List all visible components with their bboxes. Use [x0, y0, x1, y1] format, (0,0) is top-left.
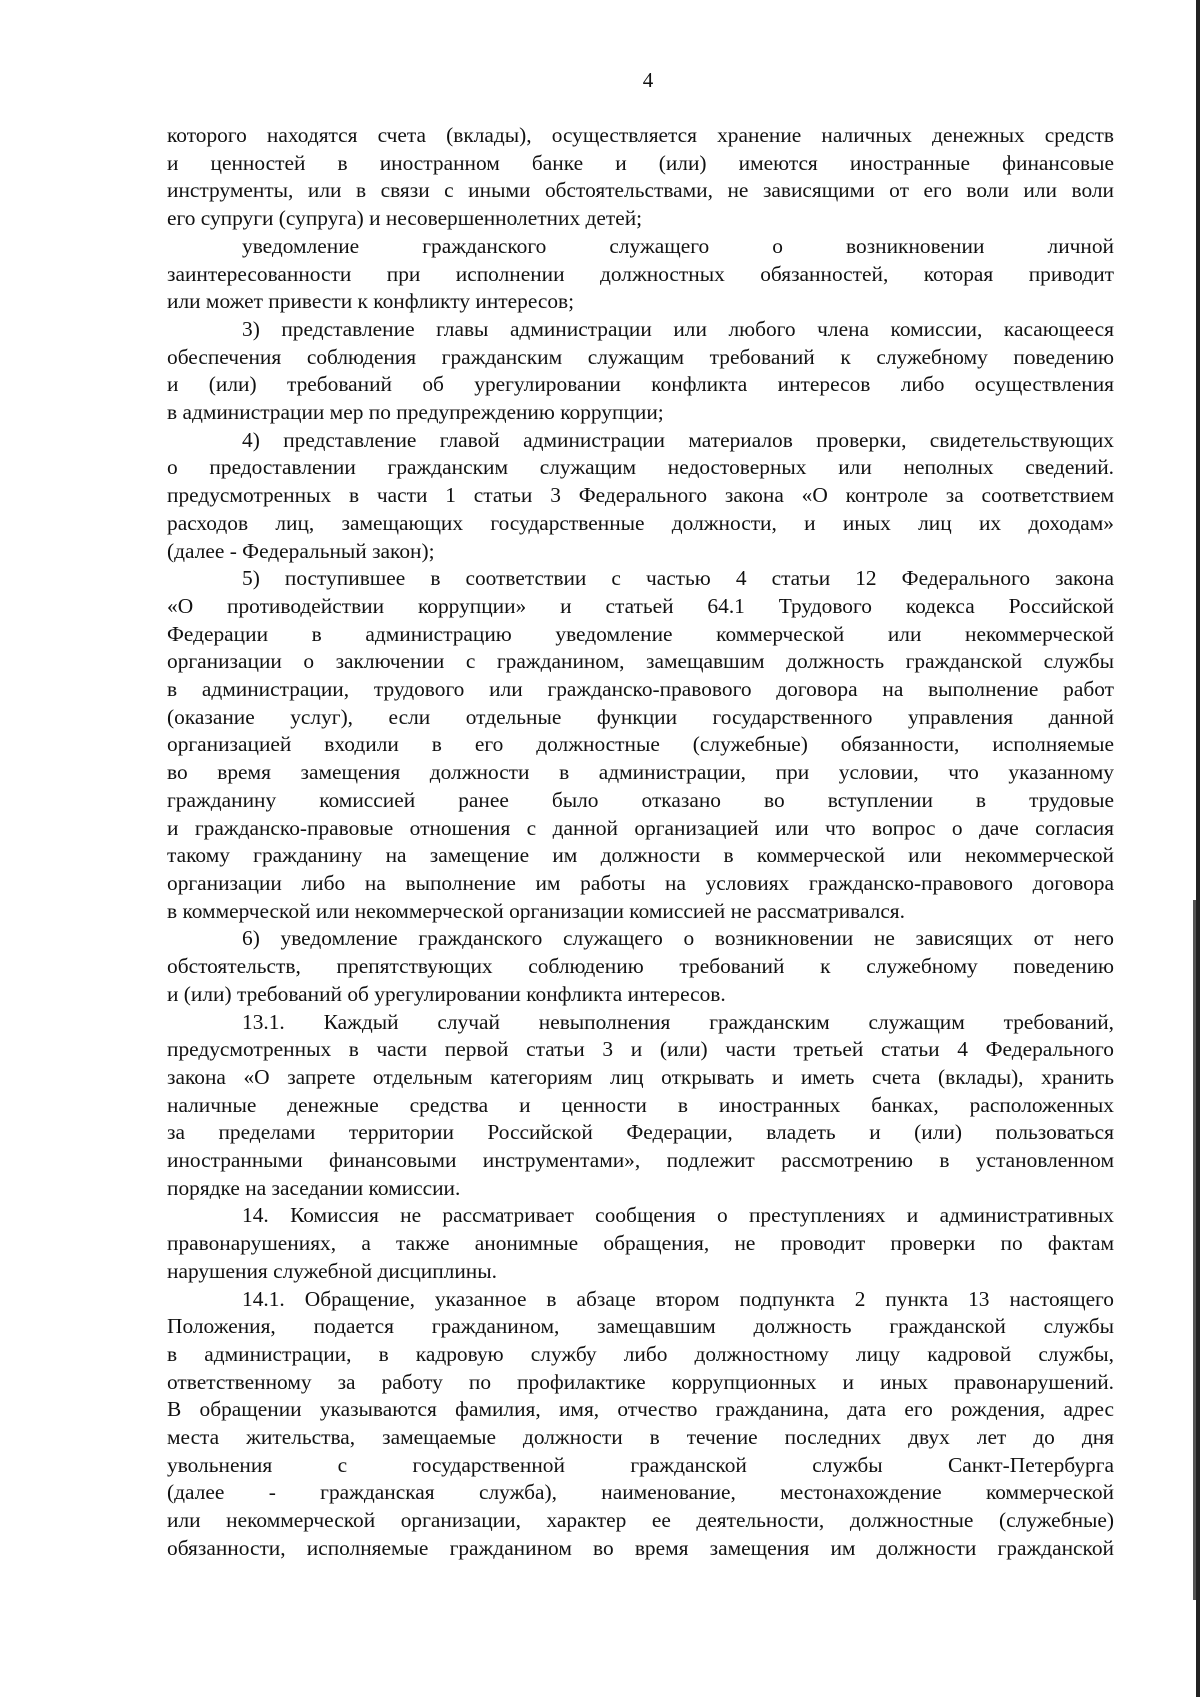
text-line: во время замещения должности в администрации, при условии, что указанному	[167, 760, 1114, 785]
text-line: ответственному за работу по профилактике коррупционных и иных правонарушений.	[167, 1369, 1114, 1394]
text-line: заинтересованности при исполнении должностных обязанностей, которая приводит	[167, 261, 1114, 286]
text-line: обстоятельств, препятствующих соблюдению требований к служебному поведению	[167, 954, 1114, 979]
text-line: Федерации в администрацию уведомление коммерческой или некоммерческой	[167, 621, 1114, 646]
text-line: (оказание услуг), если отдельные функции государственного управления данной	[167, 704, 1114, 729]
text-line: обеспечения соблюдения гражданским служащим требований к служебному поведению	[167, 344, 1114, 369]
paragraph-item-5	[167, 565, 1114, 925]
text-line: места жительства, замещаемые должности в течение последних двух лет до дня	[167, 1425, 1114, 1450]
text-line: иностранными финансовыми инструментами», подлежит рассмотрению в установленном	[167, 1148, 1114, 1173]
text-line: уведомление гражданского служащего о возникновении личной	[242, 233, 1114, 258]
paragraph-conflict-notice	[167, 233, 1114, 316]
text-line: 5) поступившее в соответствии с частью 4 статьи 12 Федерального закона	[242, 566, 1114, 591]
text-line: 4) представление главой администрации материалов проверки, свидетельствующих	[242, 427, 1114, 452]
paragraph-13-1	[167, 1009, 1114, 1203]
text-line: организацией входили в его должностные (служебные) обязанности, исполняемые	[167, 732, 1114, 757]
text-line: «О противодействии коррупции» и статьей 64.1 Трудового кодекса Российской	[167, 593, 1114, 618]
text-line: и (или) требований об урегулировании конфликта интересов либо осуществления	[167, 372, 1114, 397]
text-line: такому гражданину на замещение им должности в коммерческой или некоммерческой	[167, 843, 1114, 868]
text-line: о предоставлении гражданским служащим недостоверных или неполных сведений.	[167, 455, 1114, 480]
text-line: инструменты, или в связи с иными обстоятельствами, не зависящими от его воли или воли	[167, 178, 1114, 203]
text-line: 3) представление главы администрации или любого члена комиссии, касающееся	[242, 316, 1114, 341]
text-line: 6) уведомление гражданского служащего о возникновении не зависящих от него	[242, 926, 1114, 951]
text-line: увольнения с государственной гражданской службы Санкт-Петербурга	[167, 1452, 1114, 1477]
paragraph-item-6	[167, 925, 1114, 1008]
text-line: порядке на заседании комиссии.	[167, 1175, 461, 1200]
text-line: в администрации мер по предупреждению коррупции;	[167, 400, 664, 425]
paragraph-14	[167, 1202, 1114, 1285]
text-line: организации либо на выполнение им работы на условиях гражданско-правового договора	[167, 870, 1114, 895]
text-line: расходов лиц, замещающих государственные должности, и иных лиц их доходам»	[167, 510, 1114, 535]
scan-edge-shadow	[1193, 900, 1196, 1600]
text-line: и ценностей в иностранном банке и (или) имеются иностранные финансовые	[167, 150, 1114, 175]
scan-edge-border	[1196, 0, 1200, 1697]
text-line: в коммерческой или некоммерческой организации комиссией не рассматривался.	[167, 898, 905, 923]
text-line: 14.1. Обращение, указанное в абзаце втором подпункта 2 пункта 13 настоящего	[242, 1286, 1114, 1311]
text-line: гражданину комиссией ранее было отказано во вступлении в трудовые	[167, 787, 1114, 812]
text-line: предусмотренных в части 1 статьи 3 Федерального закона «О контроле за соответствием	[167, 483, 1114, 508]
text-line: (далее - гражданская служба), наименование, местонахождение коммерческой	[167, 1480, 1114, 1505]
text-line: организации о заключении с гражданином, замещавшим должность гражданской службы	[167, 649, 1114, 674]
text-line: и (или) требований об урегулировании конфликта интересов.	[167, 981, 726, 1006]
text-line: закона «О запрете отдельным категориям лиц открывать и иметь счета (вклады), хранить	[167, 1064, 1114, 1089]
text-line: или некоммерческой организации, характер ее деятельности, должностные (служебные)	[167, 1508, 1114, 1533]
text-line: предусмотренных в части первой статьи 3 и (или) части третьей статьи 4 Федерального	[167, 1037, 1114, 1062]
text-line: правонарушениях, а также анонимные обращения, не проводит проверки по фактам	[167, 1231, 1114, 1256]
text-line: Положения, подается гражданином, замещавшим должность гражданской службы	[167, 1314, 1114, 1339]
text-line: которого находятся счета (вклады), осуществляется хранение наличных денежных средств	[167, 123, 1114, 147]
paragraph-14-1	[167, 1286, 1114, 1563]
page-number: 4	[642, 68, 654, 92]
text-line: В обращении указываются фамилия, имя, отчество гражданина, дата его рождения, адрес	[167, 1397, 1114, 1422]
paragraph-item-3	[167, 316, 1114, 427]
text-line: наличные денежные средства и ценности в иностранных банках, расположенных	[167, 1092, 1114, 1117]
text-line: в администрации, трудового или гражданско-правового договора на выполнение работ	[167, 677, 1114, 702]
text-line: обязанности, исполняемые гражданином во время замещения им должности гражданской	[167, 1535, 1114, 1560]
text-line: его супруги (супруга) и несовершеннолетних детей;	[167, 206, 643, 231]
text-line: 14. Комиссия не рассматривает сообщения о преступлениях и административных	[242, 1203, 1114, 1228]
text-line: и гражданско-правовые отношения с данной организацией или что вопрос о даче согласия	[167, 815, 1114, 840]
document-body	[167, 122, 1114, 1563]
text-line: 13.1. Каждый случай невыполнения гражданским служащим требований,	[242, 1009, 1114, 1034]
paragraph-continuation	[167, 122, 1114, 233]
paragraph-item-4	[167, 427, 1114, 566]
text-line: или может привести к конфликту интересов;	[167, 289, 575, 314]
text-line: нарушения служебной дисциплины.	[167, 1258, 497, 1283]
text-line: за пределами территории Российской Федерации, владеть и (или) пользоваться	[167, 1120, 1114, 1145]
text-line: в администрации, в кадровую службу либо должностному лицу кадровой службы,	[167, 1341, 1114, 1366]
text-line: (далее - Федеральный закон);	[167, 538, 435, 563]
